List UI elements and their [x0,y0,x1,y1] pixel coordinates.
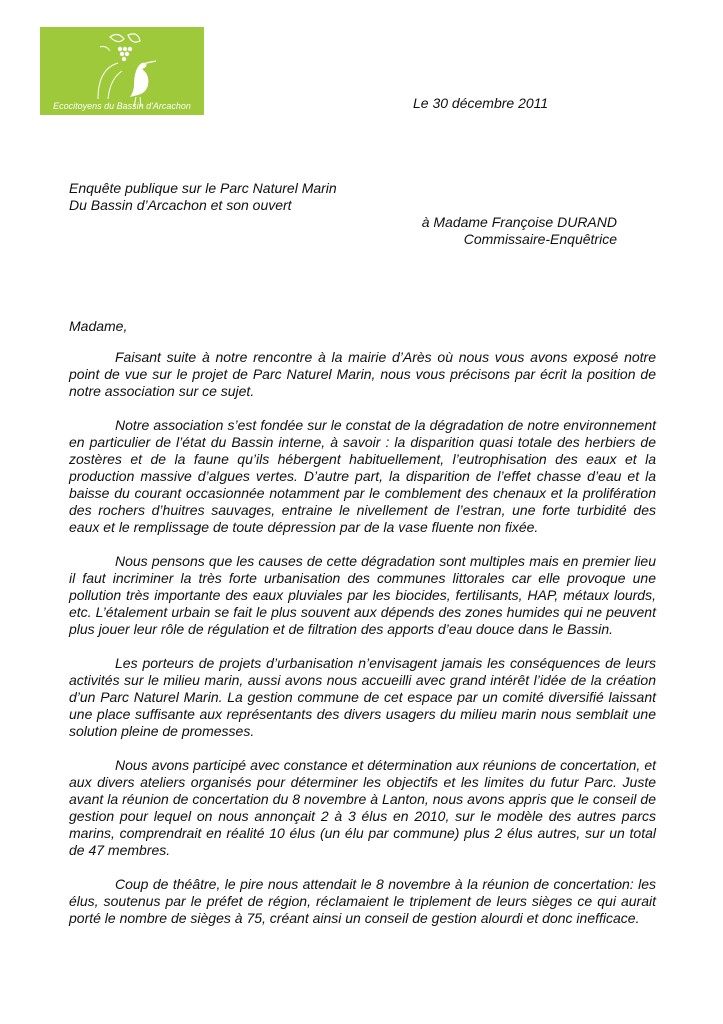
paragraph: Nous avons participé avec constance et détermination aux réunions de concertation, et aux divers ateliers organisés pour déterminer les objectifs et les limites du futur Parc. Juste avant la réunion de concertation du 8 novembre à Lanton, nous avons appris que le conseil de gestion pour lequel on nous annonçait 2 à 3 élus en 2010, sur le modèle des autres parcs marins, comprendrait en réalité 10 élus (un élu par commune) plus 2 élus autres, sur un total de 47 membres. [69,757,656,858]
recipient-line-1: à Madame Françoise DURAND [421,214,617,230]
logo-text: Ecocitoyens du Bassin d'Arcachon [53,101,191,111]
paragraph: Faisant suite à notre rencontre à la mairie d’Arès où nous vous avons exposé notre point de vue sur le projet de Parc Naturel Marin, nous vous précisons par écrit la position de notre association sur ce sujet. [69,349,656,399]
letter-recipient [422,214,617,248]
subject-line-1: Enquête publique sur le Parc Naturel Marin [69,180,337,196]
paragraph: Notre association s’est fondée sur le constat de la dégradation de notre environnement en particulier de l’état du Bassin interne, à savoir : la disparition quasi totale des herbiers de zostères et de la faune qu’ils hébergent habituellement, l’eutrophisation des eaux et la production massive d’algues vertes. D’autre part, la disparition de l’effet chasse d’eau et la baisse du courant occasionnée notamment par le comblement des chenaux et la prolifération des rochers d’huitres sauvages, entraine le nivellement de l’estran, une forte turbidité des eaux et le remplissage de toute dépression par de la vase fluente non fixée. [69,417,656,535]
paragraph: Coup de théâtre, le pire nous attendait le 8 novembre à la réunion de concertation: les élus, soutenus par le préfet de région, réclamaient le triplement de leurs sièges ce qui aurait porté le nombre de sièges à 75, créant ainsi un conseil de gestion alourdi et donc inefficace. [69,876,656,926]
recipient-line-2: Commissaire-Enquêtrice [463,231,617,247]
letter-date: Le 30 décembre 2011 [413,95,549,111]
letter-body [69,349,656,944]
paragraph: Les porteurs de projets d’urbanisation n’envisagent jamais les conséquences de leurs activités sur le milieu marin, aussi avons nous accueilli avec grand intérêt l’idée de la création d’un Parc Naturel Marin. La gestion commune de cet espace par un comité diversifié laissant une place suffisante aux représentants des divers usagers du milieu marin nous semblait une solution pleine de promesses. [69,655,656,739]
subject-line-2: Du Bassin d’Arcachon et son ouvert [69,197,292,213]
association-logo [40,27,204,115]
paragraph: Nous pensons que les causes de cette dégradation sont multiples mais en premier lieu il faut incriminer la très forte urbanisation des communes littorales car elle provoque une pollution très importante des eaux pluviales par les biocides, fertilisants, HAP, métaux lourds, etc. L’étalement urbain se fait le plus souvent aux dépends des zones humides qui ne peuvent plus jouer leur rôle de régulation et de filtration des apports d’eau douce dans le Bassin. [69,553,656,637]
salutation: Madame, [69,318,128,334]
letter-subject [69,180,337,214]
